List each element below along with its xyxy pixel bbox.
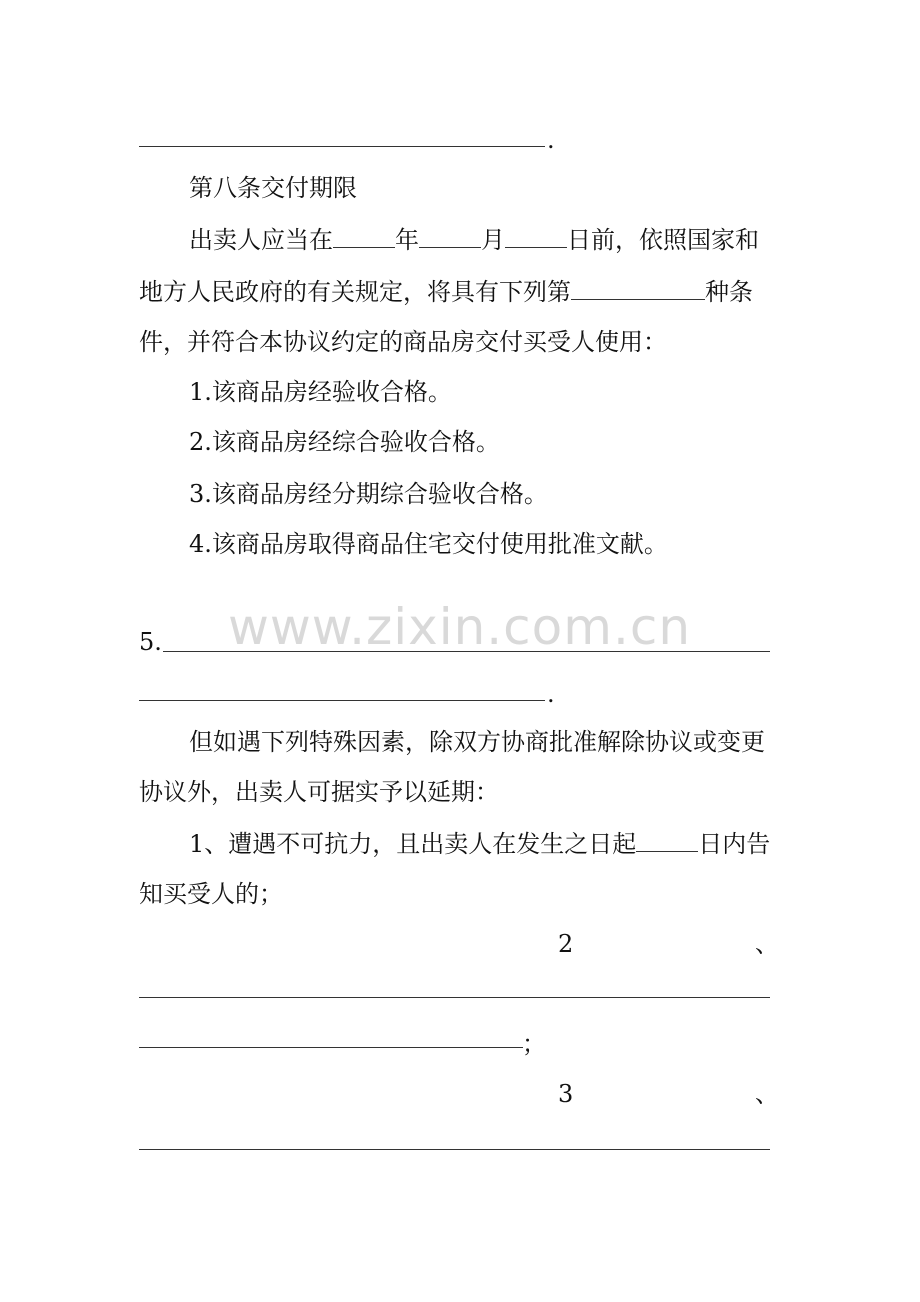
- paragraph-line: [139, 276, 753, 308]
- clause-separator: 、: [755, 930, 779, 958]
- paragraph-line: [189, 224, 759, 256]
- list-item: 4.该商品房取得商品住宅交付使用批准文献。: [189, 530, 668, 558]
- blank-month: [419, 225, 481, 248]
- blank-day: [505, 225, 567, 248]
- list-item: 2.该商品房经综合验收合格。: [189, 428, 500, 456]
- clause-number: 2: [558, 930, 574, 958]
- paragraph-line: 但如遇下列特殊因素，除双方协商批准解除协议或变更: [189, 728, 765, 756]
- watermark: www.zixin.com.cn: [228, 598, 692, 656]
- paragraph-line: 件，并符合本协议约定的商品房交付买受人使用：: [139, 328, 667, 356]
- text: 地方人民政府的有关规定，将具有下列第: [139, 278, 571, 306]
- period: .: [547, 680, 555, 708]
- clause-number: 3: [558, 1080, 574, 1108]
- semicolon: ；: [522, 1030, 546, 1058]
- period: .: [547, 126, 555, 154]
- text: 1、遭遇不可抗力，且出卖人在发生之日起: [189, 830, 637, 858]
- clause-separator: 、: [755, 1080, 779, 1108]
- paragraph-line: 协议外，出卖人可据实予以延期：: [139, 778, 499, 806]
- blank-line: [139, 700, 545, 701]
- text: 出卖人应当在: [189, 226, 333, 254]
- list-item: 3.该商品房经分期综合验收合格。: [189, 480, 548, 508]
- list-item: 1.该商品房经验收合格。: [189, 378, 452, 406]
- blank-condition: [571, 277, 705, 300]
- blank-line: [139, 997, 770, 998]
- blank-days: [636, 829, 698, 852]
- blank-line: [139, 1047, 523, 1048]
- text: 日内告: [698, 830, 771, 858]
- clause-line: 知买受人的；: [139, 880, 283, 908]
- blank-year: [333, 225, 395, 248]
- article-title: 第八条交付期限: [189, 174, 357, 202]
- text: 种条: [705, 278, 753, 306]
- text: 日前，依照国家和: [567, 226, 759, 254]
- blank-line: [139, 146, 545, 147]
- clause-line: [189, 828, 770, 860]
- text: 月: [481, 226, 505, 254]
- text: 年: [395, 226, 419, 254]
- blank-line: [139, 1149, 770, 1150]
- list-item-number: 5.: [139, 628, 162, 656]
- blank-line: [163, 651, 770, 652]
